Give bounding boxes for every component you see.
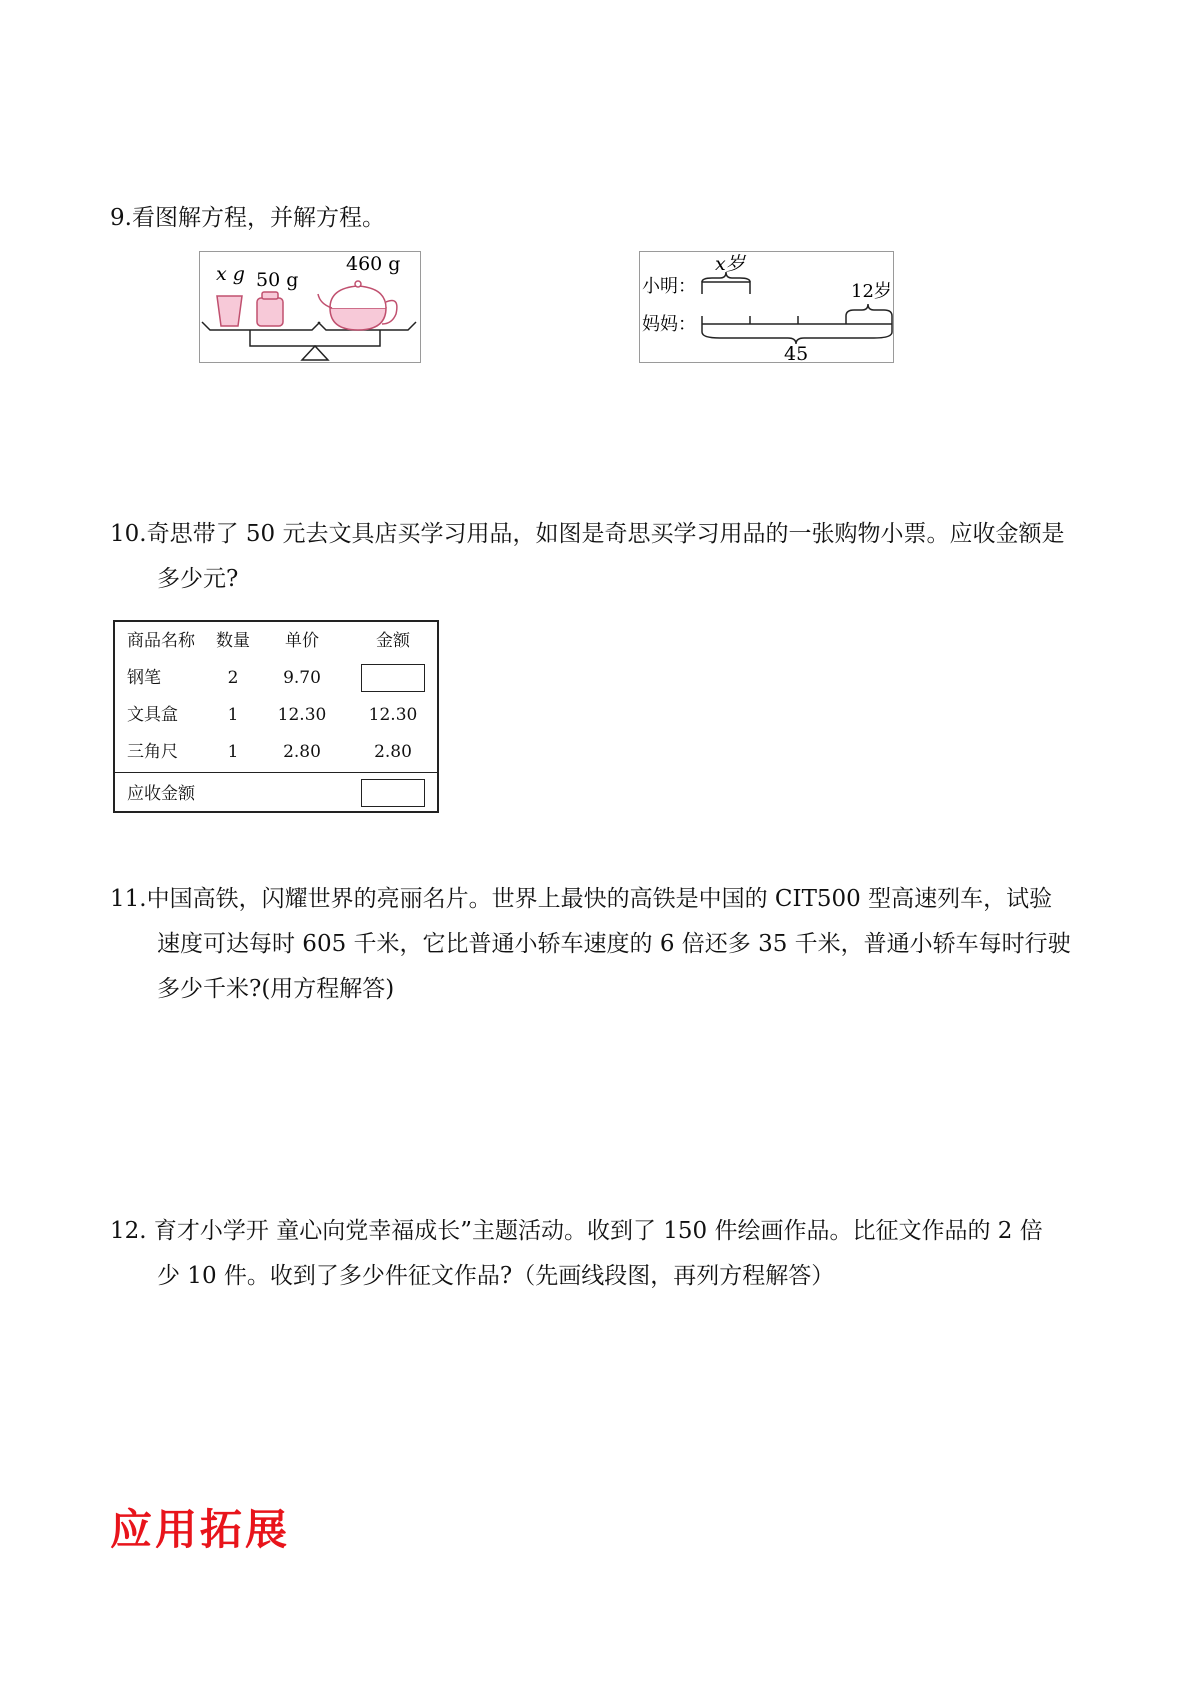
mama-label: 妈妈： <box>642 314 696 335</box>
question-9 <box>110 196 385 241</box>
shopping-receipt <box>113 620 439 813</box>
x-gram-label: x g <box>216 263 245 285</box>
item-amount: 2.80 <box>374 742 412 762</box>
question-text-line2: 多少元? <box>157 566 239 592</box>
total-blank-box[interactable] <box>361 779 425 807</box>
total-label: 45 <box>784 343 809 362</box>
section-title: 应用拓展 <box>110 1505 291 1554</box>
segment-diagram <box>640 252 893 362</box>
question-number: 11. <box>110 886 147 912</box>
balance-illustration <box>200 252 420 362</box>
header-amount: 金额 <box>376 631 410 651</box>
question-text: 看图解方程，并解方程。 <box>131 205 385 231</box>
item-name: 三角尺 <box>127 742 178 762</box>
question-10 <box>110 512 1064 602</box>
item-price: 9.70 <box>283 668 321 688</box>
balance-figure <box>199 251 421 363</box>
item-name: 文具盒 <box>127 705 178 725</box>
receipt-header-row <box>115 626 437 656</box>
receipt-divider <box>115 772 437 773</box>
question-11 <box>110 877 1071 1012</box>
header-unit-price: 单价 <box>285 631 319 651</box>
receipt-row <box>115 737 437 767</box>
item-quantity: 1 <box>227 705 239 725</box>
x-years-label: x岁 <box>715 253 745 275</box>
item-amount: 12.30 <box>368 705 418 725</box>
question-text-line1: 育才小学开 童心向党幸福成长”主题活动。收到了 150 件绘画作品。比征文作品的 2 倍 <box>146 1218 1043 1244</box>
segment-figure <box>639 251 894 363</box>
teapot-icon <box>318 281 397 330</box>
question-text-line2: 少 10 件。收到了多少件征文作品?（先画线段图，再列方程解答） <box>157 1263 835 1289</box>
question-number: 9. <box>110 205 132 231</box>
question-12 <box>110 1209 1043 1299</box>
item-quantity: 1 <box>227 742 239 762</box>
question-number: 10. <box>110 521 147 547</box>
header-item-name: 商品名称 <box>127 631 195 651</box>
cup-icon <box>217 296 242 326</box>
item-quantity: 2 <box>227 668 239 688</box>
receipt-total-row <box>115 779 437 809</box>
question-text-line2: 速度可达每时 605 千米，它比普通小轿车速度的 6 倍还多 35 千米，普通小轿车每时行驶 <box>157 931 1071 957</box>
question-text-line3: 多少千米?(用方程解答) <box>157 976 395 1002</box>
total-label: 应收金额 <box>127 784 195 804</box>
question-number: 12. <box>110 1218 147 1244</box>
header-quantity: 数量 <box>216 631 250 651</box>
xiaoming-label: 小明： <box>642 276 696 297</box>
item-name: 钢笔 <box>127 668 161 688</box>
receipt-row <box>115 700 437 730</box>
fifty-gram-label: 50 g <box>256 269 299 291</box>
twelve-years-label: 12岁 <box>851 281 892 302</box>
item-price: 12.30 <box>277 705 327 725</box>
question-text-line1: 奇思带了 50 元去文具店买学习用品，如图是奇思买学习用品的一张购物小票。应收金额是 <box>146 521 1065 547</box>
question-text-line1: 中国高铁，闪耀世界的亮丽名片。世界上最快的高铁是中国的 CIT500 型高速列车，试验 <box>146 886 1053 912</box>
receipt-row <box>115 663 437 693</box>
teapot-gram-label: 460 g <box>346 253 401 275</box>
jar-icon <box>257 298 283 326</box>
amount-blank-box[interactable] <box>361 664 425 692</box>
item-price: 2.80 <box>283 742 321 762</box>
